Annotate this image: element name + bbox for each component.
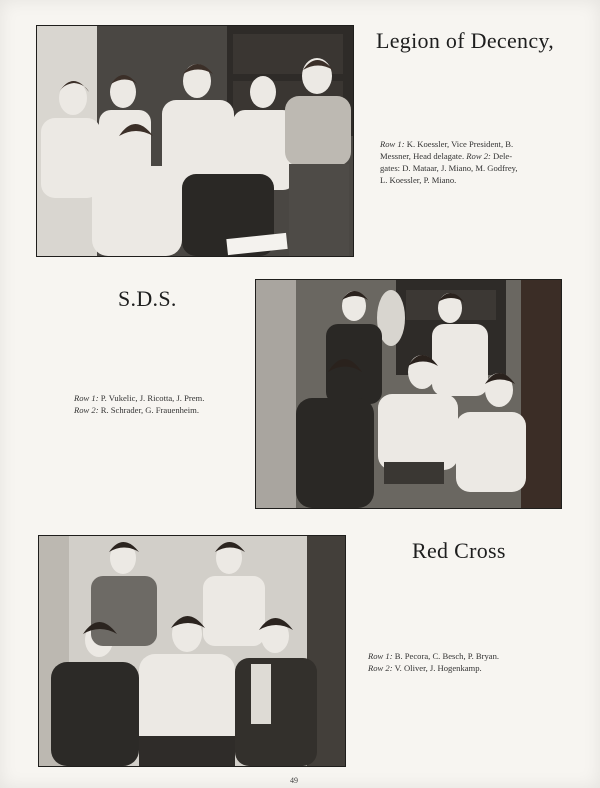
legion-of-decency-title: Legion of Decency, [376, 28, 555, 53]
legion-of-decency-group-photo [36, 25, 354, 257]
caption-line: Row 1: K. Koessler, Vice President, B. [380, 139, 514, 149]
sds-title: S.D.S. [118, 286, 177, 311]
legion-of-decency-caption [380, 138, 570, 186]
caption-line: Row 1: P. Vukelic, J. Ricotta, J. Prem. [74, 393, 205, 403]
red-cross-title: Red Cross [412, 538, 506, 563]
page-number: 49 [290, 776, 298, 785]
red-cross-group-photo [38, 535, 346, 767]
caption-line: Messner, Head delagate. Row 2: Dele- [380, 151, 513, 161]
caption-line: Row 1: B. Pecora, C. Besch, P. Bryan. [368, 651, 500, 661]
sds-caption [74, 392, 254, 416]
sds-group-photo [255, 279, 562, 509]
caption-line: Row 2: V. Oliver, J. Hogenkamp. [368, 663, 482, 673]
caption-line: gates: D. Mataar, J. Miano, M. Godfrey, [380, 163, 518, 173]
red-cross-caption [368, 650, 568, 674]
caption-line: L. Koessler, P. Miano. [380, 175, 457, 185]
caption-line: Row 2: R. Schrader, G. Frauenheim. [74, 405, 199, 415]
